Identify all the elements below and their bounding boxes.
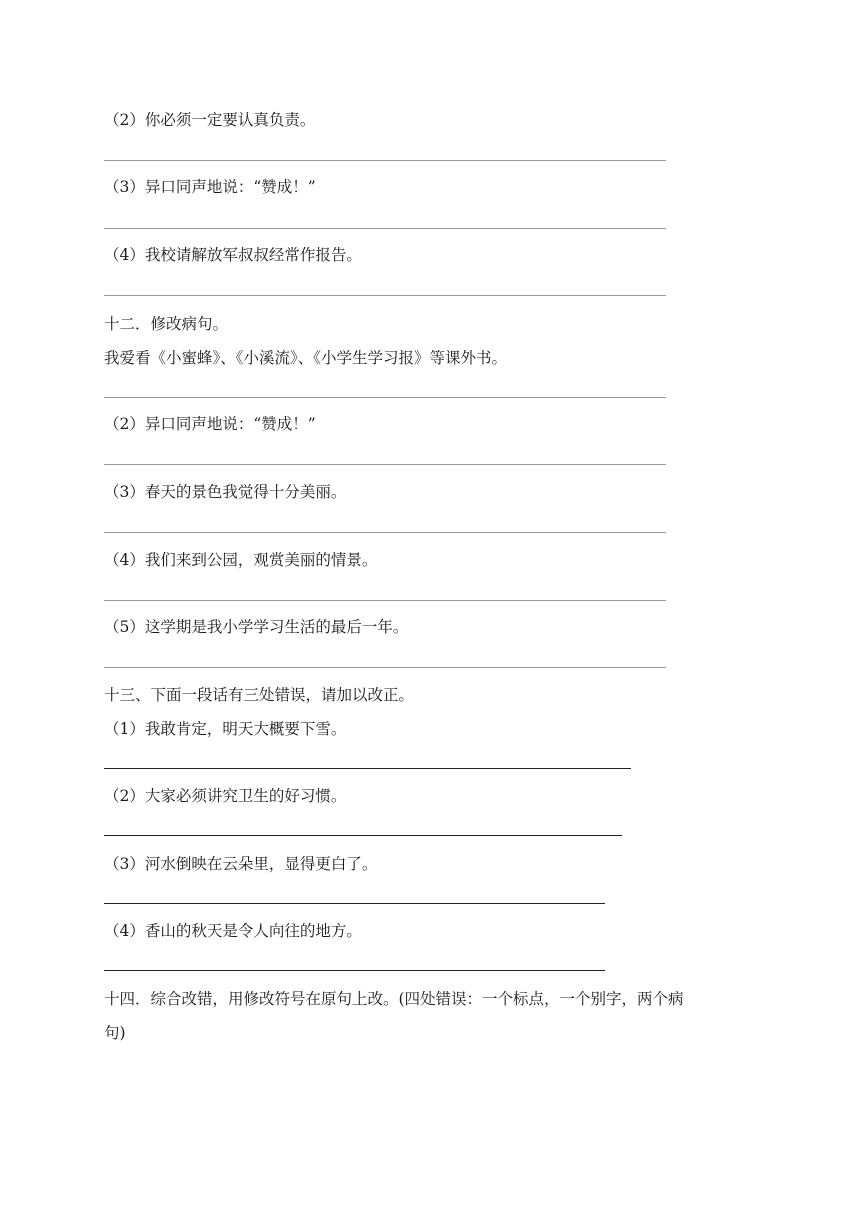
exercise-sentence: 我爱看《小蜜蜂》、《小溪流》、《小学生学习报》等课外书。 [104, 349, 508, 367]
exercise-item: （4）我们来到公园，观赏美丽的情景。 [104, 551, 378, 569]
exercise-item: （4）香山的秋天是令人向往的地方。 [104, 922, 362, 940]
answer-line[interactable] [104, 768, 631, 769]
answer-line[interactable] [104, 667, 666, 668]
exercise-item: （5）这学期是我小学学习生活的最后一年。 [104, 618, 409, 636]
section-heading: 十三、下面一段话有三处错误，请加以改正。 [104, 686, 415, 704]
exercise-item: （2）异口同声地说：“赞成！” [104, 415, 316, 433]
answer-line[interactable] [104, 228, 666, 229]
answer-line[interactable] [104, 600, 666, 601]
answer-line[interactable] [104, 160, 666, 161]
exercise-item: （4）我校请解放军叔叔经常作报告。 [104, 246, 362, 264]
answer-line[interactable] [104, 903, 605, 904]
answer-line[interactable] [104, 532, 666, 533]
exercise-item: （2）大家必须讲究卫生的好习惯。 [104, 787, 347, 805]
answer-line[interactable] [104, 295, 666, 296]
answer-line[interactable] [104, 464, 666, 465]
exercise-item: （3）异口同声地说：“赞成！” [104, 178, 316, 196]
section-heading: 十四．综合改错，用修改符号在原句上改。(四处错误：一个标点，一个别字，两个病 [104, 990, 684, 1008]
section-heading: 十二．修改病句。 [104, 315, 229, 333]
exercise-item: （3）春天的景色我觉得十分美丽。 [104, 483, 347, 501]
section-heading-continued: 句) [104, 1024, 126, 1042]
exercise-item: （3）河水倒映在云朵里，显得更白了。 [104, 855, 378, 873]
answer-line[interactable] [104, 835, 622, 836]
exercise-item: （1）我敢肯定，明天大概要下雪。 [104, 720, 347, 738]
answer-line[interactable] [104, 397, 666, 398]
exercise-item: （2）你必须一定要认真负责。 [104, 111, 316, 129]
answer-line[interactable] [104, 970, 605, 971]
